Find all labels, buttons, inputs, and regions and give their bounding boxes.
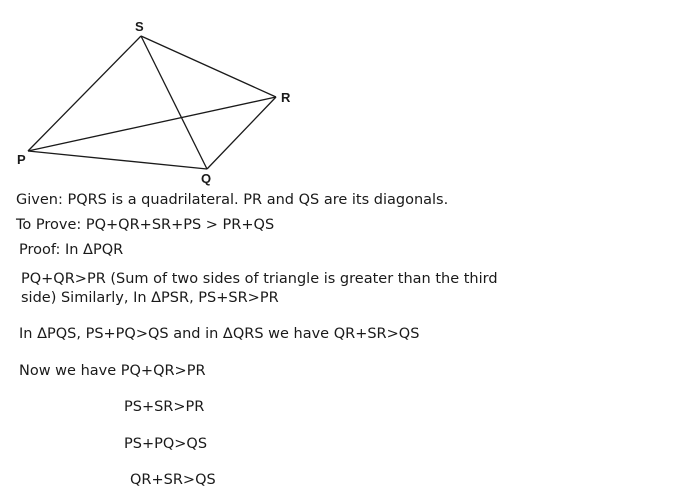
inequality-qr-sr-qs: QR+SR>QS bbox=[130, 472, 216, 488]
inequality-ps-pq-qs: PS+PQ>QS bbox=[124, 436, 208, 452]
proof-step-1-line-2: side) Similarly, In ΔPSR, PS+SR>PR bbox=[21, 290, 279, 306]
side-rq bbox=[207, 97, 276, 169]
vertex-label-q: Q bbox=[201, 171, 212, 186]
proof-intro: Proof: In ΔPQR bbox=[19, 242, 124, 258]
vertex-label-r: R bbox=[281, 90, 291, 105]
diagonal-qs bbox=[141, 36, 207, 169]
now-we-have: Now we have PQ+QR>PR bbox=[19, 363, 206, 379]
side-sr bbox=[141, 36, 276, 97]
to-prove-statement: To Prove: PQ+QR+SR+PS > PR+QS bbox=[16, 217, 275, 233]
given-statement: Given: PQRS is a quadrilateral. PR and QS are its diagonals. bbox=[16, 192, 449, 208]
side-ps bbox=[28, 36, 141, 151]
inequality-ps-sr-pr: PS+SR>PR bbox=[124, 399, 205, 415]
proof-step-2: In ΔPQS, PS+PQ>QS and in ΔQRS we have QR+SR>QS bbox=[19, 326, 420, 342]
quadrilateral-diagram bbox=[0, 0, 320, 190]
vertex-label-p: P bbox=[17, 152, 26, 167]
vertex-label-s: S bbox=[135, 19, 144, 34]
diagonal-pr bbox=[28, 97, 276, 151]
proof-step-1-line-1: PQ+QR>PR (Sum of two sides of triangle is greater than the third bbox=[21, 271, 498, 287]
side-qp bbox=[28, 151, 207, 169]
